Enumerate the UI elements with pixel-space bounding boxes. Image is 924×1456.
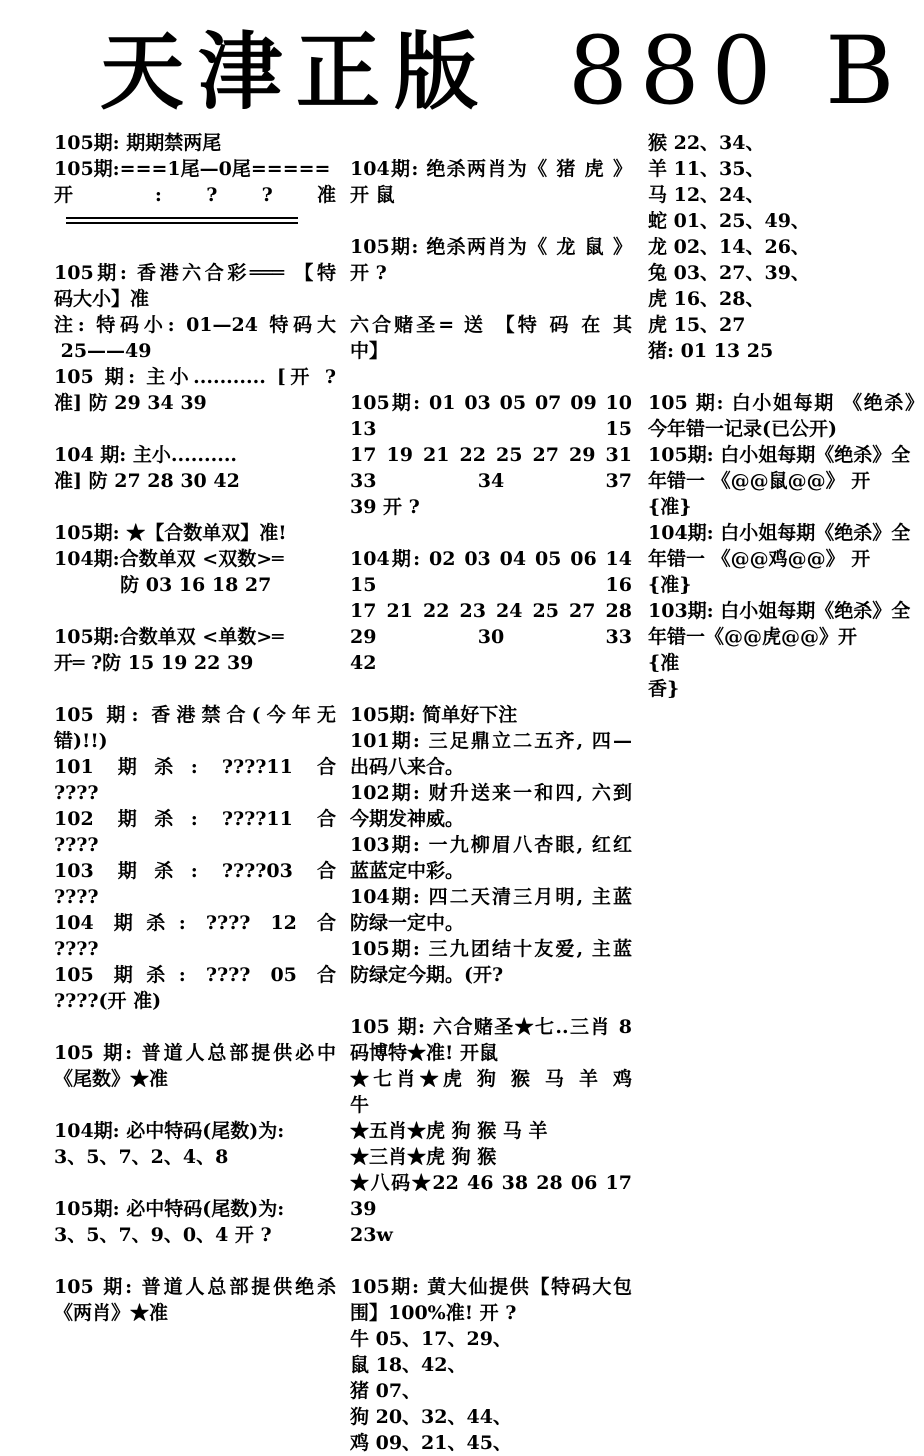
text-line: 《尾数》★准 <box>54 1068 169 1090</box>
spacer <box>54 1170 336 1196</box>
text-line: 《两肖》★准 <box>54 1302 169 1324</box>
text-line: 104期: 必中特码(尾数)为: <box>54 1120 285 1142</box>
text-line: ???? <box>54 834 99 856</box>
text-line: 鸡 09、21、45、 <box>350 1432 512 1454</box>
text-line: 105期: 绝杀两肖为《 龙 鼠 》 <box>350 236 632 258</box>
spacer <box>350 988 632 1014</box>
text-line: 马 12、24、 <box>648 184 765 206</box>
text-line: 105期: 三九团结十友爱, 主蓝 <box>350 938 632 960</box>
text-line: 25——49 <box>54 340 152 362</box>
text-line: 鼠 18、42、 <box>350 1354 467 1376</box>
text-line: 105期:合数单双 <单数>═ <box>54 626 284 648</box>
text-line: 3、5、7、2、4、8 <box>54 1146 229 1168</box>
text-line: 牛 <box>350 1094 370 1116</box>
text-line: {准} <box>648 496 692 518</box>
text-line: 蛇 01、25、49、 <box>648 210 810 232</box>
text-line: 3、5、7、9、0、4 开 ? <box>54 1224 272 1246</box>
text-line: {准} <box>648 574 692 596</box>
text-line: 102期: 财升送来一和四, 六到 <box>350 782 632 804</box>
spacer <box>54 1014 336 1040</box>
text-line: 出码八来合。 <box>350 756 465 778</box>
text-line: ★五肖★虎 狗 猴 马 羊 <box>350 1120 548 1142</box>
text-line: 39 开 ? <box>350 496 420 518</box>
spacer <box>54 676 336 702</box>
text-line: 101期: 三足鼎立二五齐, 四— <box>350 730 632 752</box>
text-line: 猴 22、34、 <box>648 132 765 154</box>
text-line: ★八码★22 46 38 28 06 17 39 <box>350 1172 632 1220</box>
column-middle <box>350 130 632 1456</box>
spacer <box>54 494 336 520</box>
text-line: 年错一 《@@鸡@@》 开 <box>648 548 871 570</box>
text-line: 码博特★准! 开鼠 <box>350 1042 498 1064</box>
text-line: 104 期杀: ???? 12 合 <box>54 912 336 934</box>
text-line: 防 03 16 18 27 <box>54 574 272 596</box>
text-line: 今年错一记录(已公开) <box>648 418 837 440</box>
text-line: 105期: 必中特码(尾数)为: <box>54 1198 285 1220</box>
spacer <box>350 208 632 234</box>
spacer <box>54 234 336 260</box>
text-line: 104期: 白小姐每期《绝杀》全 <box>648 522 911 544</box>
text-line: 104期: 四二天清三月明, 主蓝 <box>350 886 632 908</box>
text-line: 103期: 白小姐每期《绝杀》全 <box>648 600 911 622</box>
text-line: 猪 07、 <box>350 1380 422 1402</box>
spacer <box>350 286 632 312</box>
text-line: 105 期: 白小姐每期 《绝杀》 <box>648 392 924 414</box>
text-line: 105 期: 普道人总部提供必中 <box>54 1042 336 1064</box>
text-line: 104期:合数单双 <双数>═ <box>54 548 284 570</box>
spacer <box>350 130 632 156</box>
text-line: 105期: 期期禁两尾 <box>54 132 222 154</box>
text-line: 105 期: 普道人总部提供绝杀 <box>54 1276 336 1298</box>
text-line: 围】100%准! 开 ? <box>350 1302 517 1324</box>
text-line: ★三肖★虎 狗 猴 <box>350 1146 497 1168</box>
text-line: 羊 11、35、 <box>648 158 765 180</box>
page-title <box>100 17 920 126</box>
text-line: 103期: 一九柳眉八杏眼, 红红 <box>350 834 632 856</box>
text-line: ???? <box>54 938 99 960</box>
text-line: 105 期: 六合赌圣★七..三肖 8 <box>350 1016 632 1038</box>
text-line: 105 期: 香港禁合(今年无 <box>54 704 336 726</box>
text-line: 105期:===1尾—0尾===== <box>54 158 331 180</box>
text-line: 105期: 黄大仙提供【特码大包 <box>350 1276 632 1298</box>
text-line: 17 21 22 23 24 25 27 28 29 30 33 <box>350 600 632 648</box>
text-line: 104 期: 主小.......... <box>54 444 238 466</box>
text-line: 码大小】准 <box>54 288 150 310</box>
spacer <box>350 520 632 546</box>
spacer <box>54 598 336 624</box>
text-line: 错)!!) <box>54 730 108 752</box>
text-line: 防绿定今期。(开? <box>350 964 504 986</box>
text-line: 准] 防 27 28 30 42 <box>54 470 240 492</box>
text-line: 注: 特码小: 01—24 特码大 <box>54 314 336 336</box>
text-line: 101 期杀: ????11 合 <box>54 756 336 778</box>
spacer <box>350 1248 632 1274</box>
text-line: 104期: 绝杀两肖为《 猪 虎 》 <box>350 158 632 180</box>
text-line: 105期: 01 03 05 07 09 10 13 15 <box>350 392 632 440</box>
text-line: 年错一 《@@鼠@@》 开 <box>648 470 871 492</box>
text-line: 开 鼠 <box>350 184 395 206</box>
spacer <box>648 364 924 390</box>
text-line: 六合赌圣= 送 【特 码 在 其 <box>350 314 632 336</box>
double-rule-divider <box>54 208 336 234</box>
text-line: 准] 防 29 34 39 <box>54 392 207 414</box>
text-line: 开 ? <box>350 262 387 284</box>
title-chinese: 天津正版 <box>100 22 493 121</box>
spacer <box>54 1248 336 1274</box>
text-line: 中】 <box>350 340 389 362</box>
spacer <box>54 1092 336 1118</box>
spacer <box>350 364 632 390</box>
text-line: 105期: 简单好下注 <box>350 704 518 726</box>
column-left <box>54 130 336 1326</box>
text-line: 105期: 白小姐每期《绝杀》全 <box>648 444 911 466</box>
text-line: 虎 15、27 <box>648 314 746 336</box>
text-line: 今期发神威。 <box>350 808 465 830</box>
text-line: 105期: 香港六合彩═══ 【特 <box>54 262 336 284</box>
title-code: 880 B <box>568 17 907 126</box>
text-line: 兔 03、27、39、 <box>648 262 810 284</box>
text-line: 牛 05、17、29、 <box>350 1328 512 1350</box>
text-line: 防绿一定中。 <box>350 912 465 934</box>
text-line: 105 期: 主小........... [开 ? <box>54 366 336 388</box>
text-line: 102 期杀: ????11 合 <box>54 808 336 830</box>
text-line: 猪: 01 13 25 <box>648 340 774 362</box>
text-line: 蓝蓝定中彩。 <box>350 860 465 882</box>
text-line: 开 : ? ? 准 <box>54 184 336 206</box>
text-line: {准 <box>648 652 680 674</box>
spacer <box>350 676 632 702</box>
text-line: ????(开 准) <box>54 990 162 1012</box>
text-line: 年错一《@@虎@@》开 <box>648 626 858 648</box>
text-line: 17 19 21 22 25 27 29 31 33 34 37 <box>350 444 632 492</box>
text-line: 开═ ?防 15 19 22 39 <box>54 652 254 674</box>
text-line: 龙 02、14、26、 <box>648 236 810 258</box>
text-line: 103 期杀: ????03 合 <box>54 860 336 882</box>
text-line: 104期: 02 03 04 05 06 14 15 16 <box>350 548 632 596</box>
text-line: 23w <box>350 1224 393 1246</box>
text-line: 105期: ★【合数单双】准! <box>54 522 287 544</box>
column-right <box>648 130 924 702</box>
spacer <box>54 416 336 442</box>
text-line: ★七肖★虎 狗 猴 马 羊 鸡 <box>350 1068 632 1090</box>
text-line: 香} <box>648 678 680 700</box>
text-line: ???? <box>54 886 99 908</box>
text-line: 虎 16、28、 <box>648 288 765 310</box>
text-line: ???? <box>54 782 99 804</box>
text-line: 105 期杀: ???? 05 合 <box>54 964 336 986</box>
text-line: 42 <box>350 652 377 674</box>
text-line: 狗 20、32、44、 <box>350 1406 512 1428</box>
